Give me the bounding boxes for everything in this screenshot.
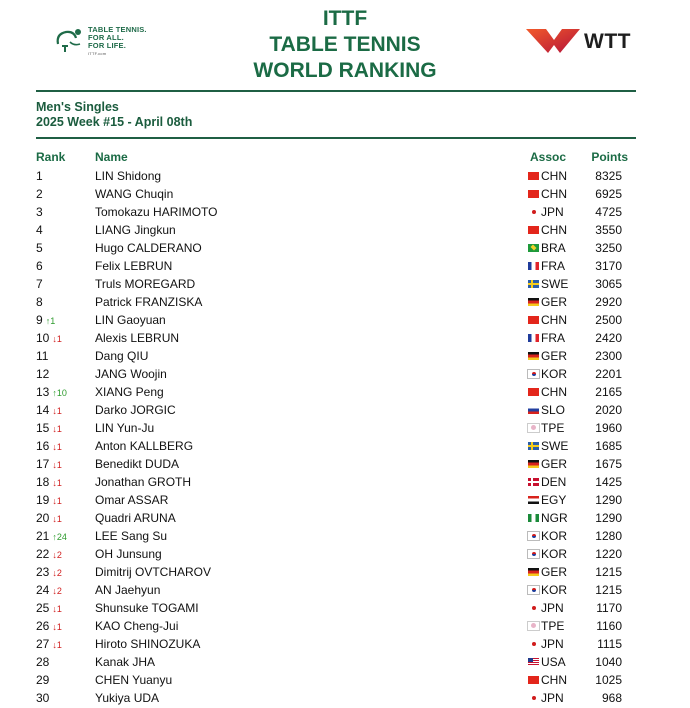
flag-icon [528,190,539,198]
player-name: Hugo CALDERANO [95,241,202,255]
rank-change: ↓1 [52,424,62,434]
rank-cell [36,329,62,348]
assoc-cell [528,473,566,491]
title-line-1: ITTF [322,7,368,30]
flag-icon [528,352,539,360]
rank-cell [36,671,52,690]
table-row [0,599,690,617]
table-row [0,563,690,581]
assoc-code: GER [541,349,568,363]
rank-cell [36,203,46,222]
player-name: Jonathan GROTH [95,475,192,489]
points-cell: 2920 [595,295,622,309]
player-name: WANG Chuqin [95,187,174,201]
rank-cell [36,239,46,258]
table-row [0,383,690,401]
rank-cell [36,689,52,708]
rank-change: ↑10 [52,388,67,398]
points-cell: 1290 [595,511,622,525]
assoc-cell [528,275,568,293]
table-row [0,311,690,329]
subtitle-divider [36,137,636,139]
rank-change: ↓1 [52,514,62,524]
flag-icon [528,460,539,468]
rank-value: 14 [36,403,50,417]
rank-change: ↓1 [52,442,62,452]
title-line-2: TABLE TENNIS [269,33,421,56]
col-points-header: Points [591,150,628,164]
points-cell: 2201 [595,367,622,381]
assoc-code: GER [541,295,568,309]
points-cell: 1290 [595,493,622,507]
assoc-code: SLO [541,403,566,417]
rank-value: 27 [36,637,50,651]
flag-icon [528,676,539,684]
assoc-cell [528,671,567,689]
points-cell: 1220 [595,547,622,561]
assoc-code: TPE [541,421,565,435]
assoc-code: CHN [541,313,567,327]
assoc-cell [528,653,566,671]
flag-icon [528,442,539,450]
flag-icon [528,658,539,666]
assoc-code: SWE [541,439,569,453]
assoc-code: JPN [541,691,564,705]
player-name: Anton KALLBERG [95,439,194,453]
table-row [0,653,690,671]
rank-value: 1 [36,169,43,183]
assoc-cell [528,167,567,185]
assoc-code: JPN [541,637,564,651]
flag-icon [528,208,539,216]
table-row [0,581,690,599]
page-header [0,0,690,90]
flag-icon [528,622,539,630]
assoc-cell [528,311,567,329]
rank-cell [36,473,62,492]
points-cell: 2500 [595,313,622,327]
rank-change: ↓2 [52,586,62,596]
page-title [200,6,490,84]
player-name: Yukiya UDA [95,691,160,705]
points-cell: 6925 [595,187,622,201]
points-cell: 1040 [595,655,622,669]
player-name: Patrick FRANZISKA [95,295,203,309]
rank-value: 19 [36,493,50,507]
flag-icon [528,640,539,648]
rank-value: 11 [36,349,49,363]
wtt-logo-text: WTT [584,30,631,53]
assoc-cell [528,563,567,581]
rank-cell [36,293,46,312]
flag-icon [528,244,539,252]
player-name: Felix LEBRUN [95,259,173,273]
points-cell: 1160 [596,619,622,633]
points-cell: 3170 [595,259,622,273]
rank-change: ↓1 [52,460,62,470]
rank-cell [36,545,62,564]
rank-cell [36,257,46,276]
rank-value: 10 [36,331,50,345]
rank-cell [36,635,62,654]
rank-value: 3 [36,205,43,219]
rank-change: ↓1 [52,496,62,506]
assoc-code: TPE [541,619,565,633]
rank-value: 6 [36,259,43,273]
rank-cell [36,275,46,294]
rank-cell [36,527,67,546]
table-row [0,239,690,257]
table-row [0,275,690,293]
rank-value: 16 [36,439,50,453]
rank-change: ↓1 [52,334,62,344]
flag-icon [528,172,539,180]
points-cell: 2020 [595,403,622,417]
assoc-cell [528,383,567,401]
rank-change: ↓1 [52,622,62,632]
points-cell: 1685 [595,439,622,453]
assoc-cell [528,599,564,617]
assoc-cell [528,185,567,203]
rank-cell [36,419,62,438]
flag-icon [528,568,539,576]
rank-cell [36,401,62,420]
flag-icon [528,316,539,324]
rank-value: 25 [36,601,50,615]
col-name-header: Name [95,150,128,164]
ittf-logo-line1: TABLE TENNIS. [88,25,147,34]
points-cell: 1215 [595,583,622,597]
player-name: Kanak JHA [95,655,156,669]
rank-cell [36,617,62,636]
ittf-logo [54,22,164,56]
points-cell: 968 [601,691,622,705]
flag-icon [528,388,539,396]
rank-cell [36,347,51,366]
points-cell: 2300 [595,349,622,363]
rank-value: 12 [36,367,50,381]
assoc-cell [528,527,567,545]
assoc-cell [528,401,565,419]
table-row [0,221,690,239]
assoc-code: KOR [541,583,568,597]
ranking-table [0,167,690,707]
assoc-cell [528,437,568,455]
table-row [0,689,690,707]
flag-icon [528,514,539,522]
rank-value: 17 [36,457,50,471]
table-row [0,527,690,545]
rank-value: 13 [36,385,50,399]
assoc-cell [528,329,565,347]
rank-cell [36,185,46,204]
points-cell: 1115 [597,637,622,651]
rank-value: 22 [36,547,50,561]
points-cell: 2165 [595,385,622,399]
ittf-logo-small: ITTF.com [88,51,107,56]
assoc-code: NGR [541,511,568,525]
assoc-cell [528,455,567,473]
table-row [0,509,690,527]
assoc-code: CHN [541,187,567,201]
header-divider [36,90,636,92]
flag-icon [528,496,539,504]
assoc-code: FRA [541,331,565,345]
points-cell: 1280 [595,529,622,543]
rank-value: 18 [36,475,50,489]
player-name: Shunsuke TOGAMI [95,601,199,615]
title-line-3: WORLD RANKING [253,59,437,82]
rank-cell [36,167,46,186]
event-label: Men's Singles [36,100,119,114]
points-cell: 3250 [595,241,622,255]
flag-icon [528,298,539,306]
player-name: Tomokazu HARIMOTO [95,205,218,219]
ranking-subtitle [36,100,192,130]
assoc-code: GER [541,565,568,579]
rank-value: 4 [36,223,43,237]
table-row [0,347,690,365]
flag-icon [528,280,539,288]
player-name: Alexis LEBRUN [95,331,180,345]
assoc-code: FRA [541,259,565,273]
rank-value: 21 [36,529,50,543]
rank-value: 9 [36,313,43,327]
assoc-cell [528,239,566,257]
rank-value: 23 [36,565,50,579]
ittf-logo-line3: FOR LIFE. [88,41,127,50]
player-name: Omar ASSAR [95,493,169,507]
rank-change: ↓1 [52,478,62,488]
points-cell: 1960 [595,421,622,435]
rank-change: ↓2 [52,550,62,560]
rank-value: 24 [36,583,50,597]
assoc-code: DEN [541,475,567,489]
player-name: OH Junsung [95,547,162,561]
rank-value: 8 [36,295,43,309]
assoc-cell [528,347,567,365]
assoc-code: CHN [541,385,567,399]
table-row [0,419,690,437]
assoc-cell [528,635,564,653]
player-name: Dang QIU [95,349,149,363]
table-row [0,167,690,185]
flag-icon [528,478,539,486]
col-rank-header: Rank [36,150,66,164]
points-cell: 3550 [595,223,622,237]
rank-cell [36,491,62,510]
assoc-cell [528,689,564,707]
points-cell: 8325 [595,169,622,183]
rank-value: 30 [36,691,50,705]
player-name: JANG Woojin [95,367,167,381]
rank-cell [36,653,52,672]
points-cell: 2420 [595,331,622,345]
points-cell: 3065 [595,277,622,291]
rank-value: 7 [36,277,43,291]
player-name: KAO Cheng-Jui [95,619,179,633]
rank-change: ↑1 [45,316,56,326]
table-row [0,329,690,347]
table-header [0,150,690,164]
assoc-cell [528,509,568,527]
assoc-cell [528,293,567,311]
flag-icon [528,226,539,234]
flag-icon [528,604,539,612]
flag-icon [528,334,539,342]
assoc-cell [528,257,565,275]
table-row [0,617,690,635]
rank-change: ↓1 [52,604,62,614]
assoc-cell [528,203,564,221]
flag-icon [528,586,539,594]
rank-change: ↓1 [52,406,62,416]
rank-cell [36,437,62,456]
points-cell: 1215 [595,565,622,579]
wtt-logo [524,26,644,58]
rank-value: 15 [36,421,50,435]
player-name: Benedikt DUDA [95,457,180,471]
assoc-code: KOR [541,547,568,561]
rank-cell [36,509,62,528]
assoc-cell [528,617,564,635]
points-cell: 1675 [595,457,622,471]
assoc-code: JPN [541,601,564,615]
rank-cell [36,383,67,402]
assoc-code: KOR [541,529,568,543]
table-row [0,491,690,509]
flag-icon [528,694,539,702]
assoc-code: CHN [541,673,567,687]
rank-value: 5 [36,241,43,255]
assoc-code: USA [541,655,566,669]
week-label: 2025 Week #15 - April 08th [36,115,193,129]
player-name: Dimitrij OVTCHAROV [95,565,211,579]
player-name: Hiroto SHINOZUKA [95,637,201,651]
rank-value: 2 [36,187,43,201]
rank-change: ↓2 [52,568,62,578]
assoc-cell [528,419,564,437]
table-row [0,203,690,221]
player-name: LIN Yun-Ju [95,421,155,435]
flag-icon [528,424,539,432]
rank-cell [36,455,62,474]
wtt-wing-icon [524,26,582,56]
table-row [0,455,690,473]
table-row [0,635,690,653]
player-name: XIANG Peng [95,385,164,399]
player-name: Darko JORGIC [95,403,176,417]
assoc-code: SWE [541,277,569,291]
ittf-paddle-icon [54,24,84,54]
table-row [0,671,690,689]
table-row [0,365,690,383]
flag-icon [528,370,539,378]
table-row [0,185,690,203]
rank-cell [36,581,62,600]
points-cell: 1170 [596,601,622,615]
flag-icon [528,406,539,414]
assoc-code: CHN [541,169,567,183]
player-name: AN Jaehyun [95,583,161,597]
player-name: LEE Sang Su [95,529,168,543]
rank-value: 29 [36,673,50,687]
player-name: LIN Gaoyuan [95,313,166,327]
table-row [0,293,690,311]
assoc-cell [528,365,567,383]
rank-cell [36,365,52,384]
assoc-cell [528,221,567,239]
player-name: LIN Shidong [95,169,162,183]
assoc-code: CHN [541,223,567,237]
table-row [0,257,690,275]
assoc-code: BRA [541,241,566,255]
rank-value: 20 [36,511,50,525]
player-name: Truls MOREGARD [95,277,196,291]
rank-value: 28 [36,655,50,669]
ittf-logo-line2: FOR ALL. [88,33,124,42]
assoc-code: GER [541,457,568,471]
table-row [0,437,690,455]
assoc-cell [528,545,567,563]
rank-change: ↓1 [52,640,62,650]
rank-cell [36,563,62,582]
flag-icon [528,550,539,558]
rank-change: ↑24 [52,532,67,542]
player-name: CHEN Yuanyu [95,673,173,687]
points-cell: 4725 [595,205,622,219]
rank-cell [36,599,62,618]
table-row [0,545,690,563]
player-name: Quadri ARUNA [95,511,176,525]
assoc-cell [528,491,566,509]
assoc-code: EGY [541,493,567,507]
rank-cell [36,221,46,240]
assoc-code: KOR [541,367,568,381]
rank-value: 26 [36,619,50,633]
col-assoc-header: Assoc [530,150,567,164]
table-row [0,473,690,491]
rank-cell [36,311,55,330]
assoc-code: JPN [541,205,564,219]
points-cell: 1425 [595,475,622,489]
points-cell: 1025 [595,673,622,687]
table-row [0,401,690,419]
flag-icon [528,262,539,270]
player-name: LIANG Jingkun [95,223,176,237]
assoc-cell [528,581,567,599]
flag-icon [528,532,539,540]
